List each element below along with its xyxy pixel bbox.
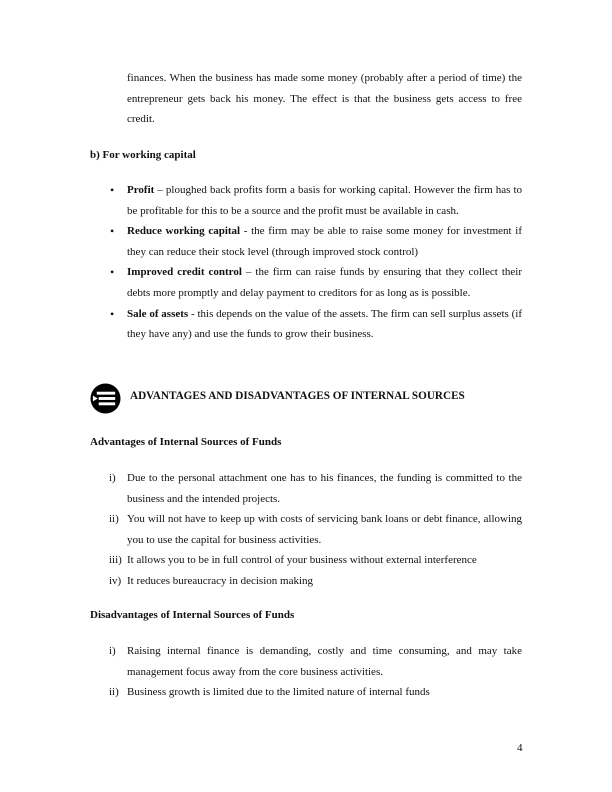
item-text: – ploughed back profits form a basis for working capital. However the firm has to be profitable for this to be a source and the profit must be available in cash.	[127, 184, 522, 217]
item-number: i)	[109, 472, 116, 484]
item-text: It reduces bureaucracy in decision making	[127, 574, 314, 587]
item-text: - the firm may be able to raise some money for investment if they can reduce their stock level (through improved stock control)	[127, 225, 522, 258]
advantages-heading: Advantages of Internal Sources of Funds	[90, 436, 282, 448]
item-number: iv)	[109, 574, 122, 587]
working-capital-list	[110, 180, 523, 345]
item-term: Reduce working capital	[127, 225, 241, 238]
working-capital-heading: b) For working capital	[90, 149, 196, 161]
bullet-icon: •	[110, 224, 115, 239]
section-title: ADVANTAGES AND DISADVANTAGES OF INTERNAL SOURCES	[130, 390, 465, 402]
list-item	[109, 682, 522, 703]
item-term: Sale of assets	[127, 307, 189, 320]
advantages-list	[109, 468, 522, 592]
page-number: 4	[517, 742, 523, 754]
item-text: – the firm can raise funds by ensuring that they collect their debts more promptly and delay payment to creditors for as long as is possible.	[127, 266, 523, 299]
disadvantages-list	[109, 641, 522, 703]
item-text: Business growth is limited due to the limited nature of internal funds	[127, 686, 430, 699]
intro-paragraph: finances. When the business has made some money (probably after a period of time) the entrepreneur gets back his money. The effect is that the business gets access to free credit.	[127, 72, 522, 126]
item-number: i)	[109, 645, 116, 657]
list-item	[110, 180, 522, 221]
list-item	[110, 262, 523, 303]
disadvantages-heading: Disadvantages of Internal Sources of Funds	[90, 609, 295, 621]
item-text: You will not have to keep up with costs of servicing bank loans or debt finance, allowing you to use the capital for business activities.	[127, 513, 522, 546]
item-text: It allows you to be in full control of your business without external interference	[127, 554, 477, 567]
list-item	[109, 468, 522, 509]
item-text: - this depends on the value of the assets. The firm can sell surplus assets (if they have any) and use the funds to grow their business.	[127, 307, 522, 341]
item-term: Improved credit control	[127, 266, 242, 279]
item-term: Profit	[127, 184, 155, 196]
item-number: iii)	[109, 554, 122, 567]
bullet-icon: •	[110, 306, 115, 321]
bullet-icon: •	[110, 183, 115, 197]
list-item	[110, 221, 522, 262]
list-item	[109, 641, 522, 682]
item-text: Raising internal finance is demanding, costly and time consuming, and may take management focus away from the core business activities.	[127, 645, 522, 678]
item-text: Due to the personal attachment one has to his finances, the funding is committed to the business and the intended projects.	[127, 472, 522, 505]
list-item	[109, 550, 522, 571]
list-section-icon	[90, 383, 121, 414]
bullet-icon: •	[110, 265, 115, 280]
item-number: ii)	[109, 686, 119, 699]
item-number: ii)	[109, 513, 119, 526]
list-item	[109, 509, 522, 550]
list-item	[109, 571, 522, 592]
list-item	[110, 304, 522, 345]
